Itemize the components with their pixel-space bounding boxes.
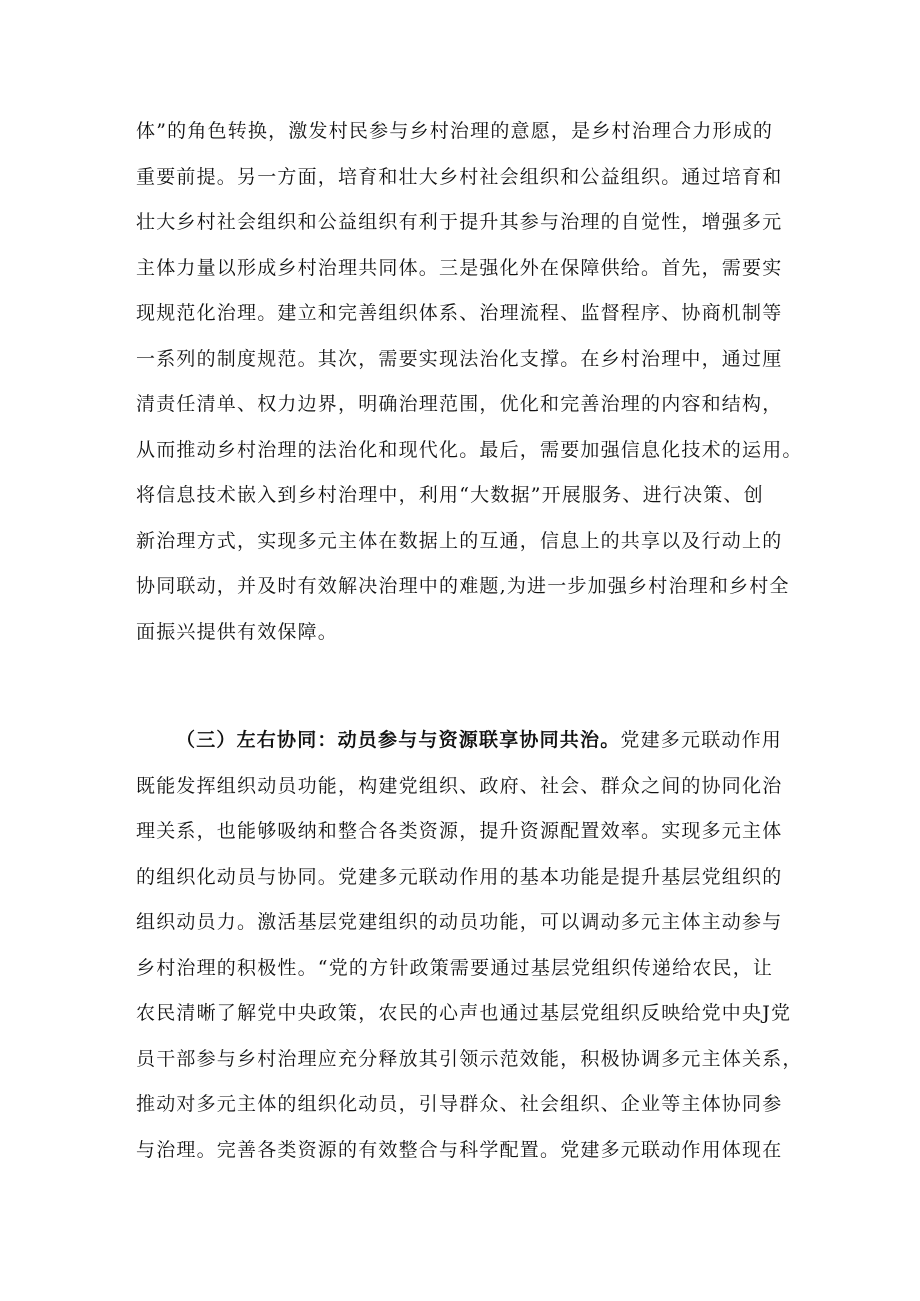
heading-line-rest: 党建多元联动作用 bbox=[620, 729, 783, 751]
paragraph-line: 新治理方式，实现多元主体在数据上的互通，信息上的共享以及行动上的 bbox=[136, 529, 783, 552]
paragraph-line: 主体力量以形成乡村治理共同体。三是强化外在保障供给。首先，需要实 bbox=[136, 256, 783, 279]
paragraph-line: 一系列的制度规范。其次，需要实现法治化支撑。在乡村治理中，通过厘 bbox=[136, 347, 783, 370]
paragraph-line: 从而推动乡村治理的法治化和现代化。最后，需要加强信息化技术的运用。 bbox=[136, 438, 803, 461]
paragraph-line: 的组织化动员与协同。党建多元联动作用的基本功能是提升基层党组织的 bbox=[136, 865, 783, 888]
paragraph-first-line bbox=[136, 718, 796, 764]
paragraph-line: 农民清晰了解党中央政策，农民的心声也通过基层党组织反映给党中央J党 bbox=[136, 1002, 792, 1024]
paragraph-line: 重要前提。另一方面，培育和壮大乡村社会组织和公益组织。通过培育和 bbox=[136, 165, 783, 188]
paragraph-line: 既能发挥组织动员功能，构建党组织、政府、社会、群众之间的协同化治 bbox=[136, 774, 783, 797]
paragraph-line: 理关系，也能够吸纳和整合各类资源，提升资源配置效率。实现多元主体 bbox=[136, 820, 783, 842]
paragraph-line: 乡村治理的积极性。“党的方针政策需要通过基层党组织传递给农民，让 bbox=[136, 956, 774, 979]
section-heading: （三）左右协同：动员参与与资源联享协同共治。 bbox=[176, 729, 621, 751]
paragraph-line: 清责任清单、权力边界，明确治理范围，优化和完善治理的内容和结构， bbox=[136, 393, 783, 415]
paragraph-2 bbox=[136, 718, 803, 1173]
paragraph-line: 协同联动，并及时有效解决治理中的难题,为进一步加强乡村治理和乡村全 bbox=[136, 575, 790, 597]
paragraph-line: 员干部参与乡村治理应充分释放其引领示范效能，积极协调多元主体关系， bbox=[136, 1047, 803, 1070]
paragraph-line: 体”的角色转换，激发村民参与乡村治理的意愿，是乡村治理合力形成的 bbox=[136, 120, 774, 142]
paragraph-line: 组织动员力。激活基层党建组织的动员功能，可以调动多元主体主动参与 bbox=[136, 911, 783, 933]
paragraph-1 bbox=[136, 109, 803, 655]
paragraph-line: 壮大乡村社会组织和公益组织有利于提升其参与治理的自觉性，增强多元 bbox=[136, 211, 783, 233]
paragraph-line: 现规范化治理。建立和完善组织体系、治理流程、监督程序、协商机制等 bbox=[136, 302, 783, 324]
paragraph-line: 将信息技术嵌入到乡村治理中，利用“大数据”开展服务、进行决策、创 bbox=[136, 484, 764, 506]
paragraph-line: 推动对多元主体的组织化动员，引导群众、社会组织、企业等主体协同参 bbox=[136, 1093, 783, 1115]
paragraph-line: 面振兴提供有效保障。 bbox=[136, 620, 339, 643]
paragraph-line: 与治理。完善各类资源的有效整合与科学配置。党建多元联动作用体现在 bbox=[136, 1138, 783, 1161]
